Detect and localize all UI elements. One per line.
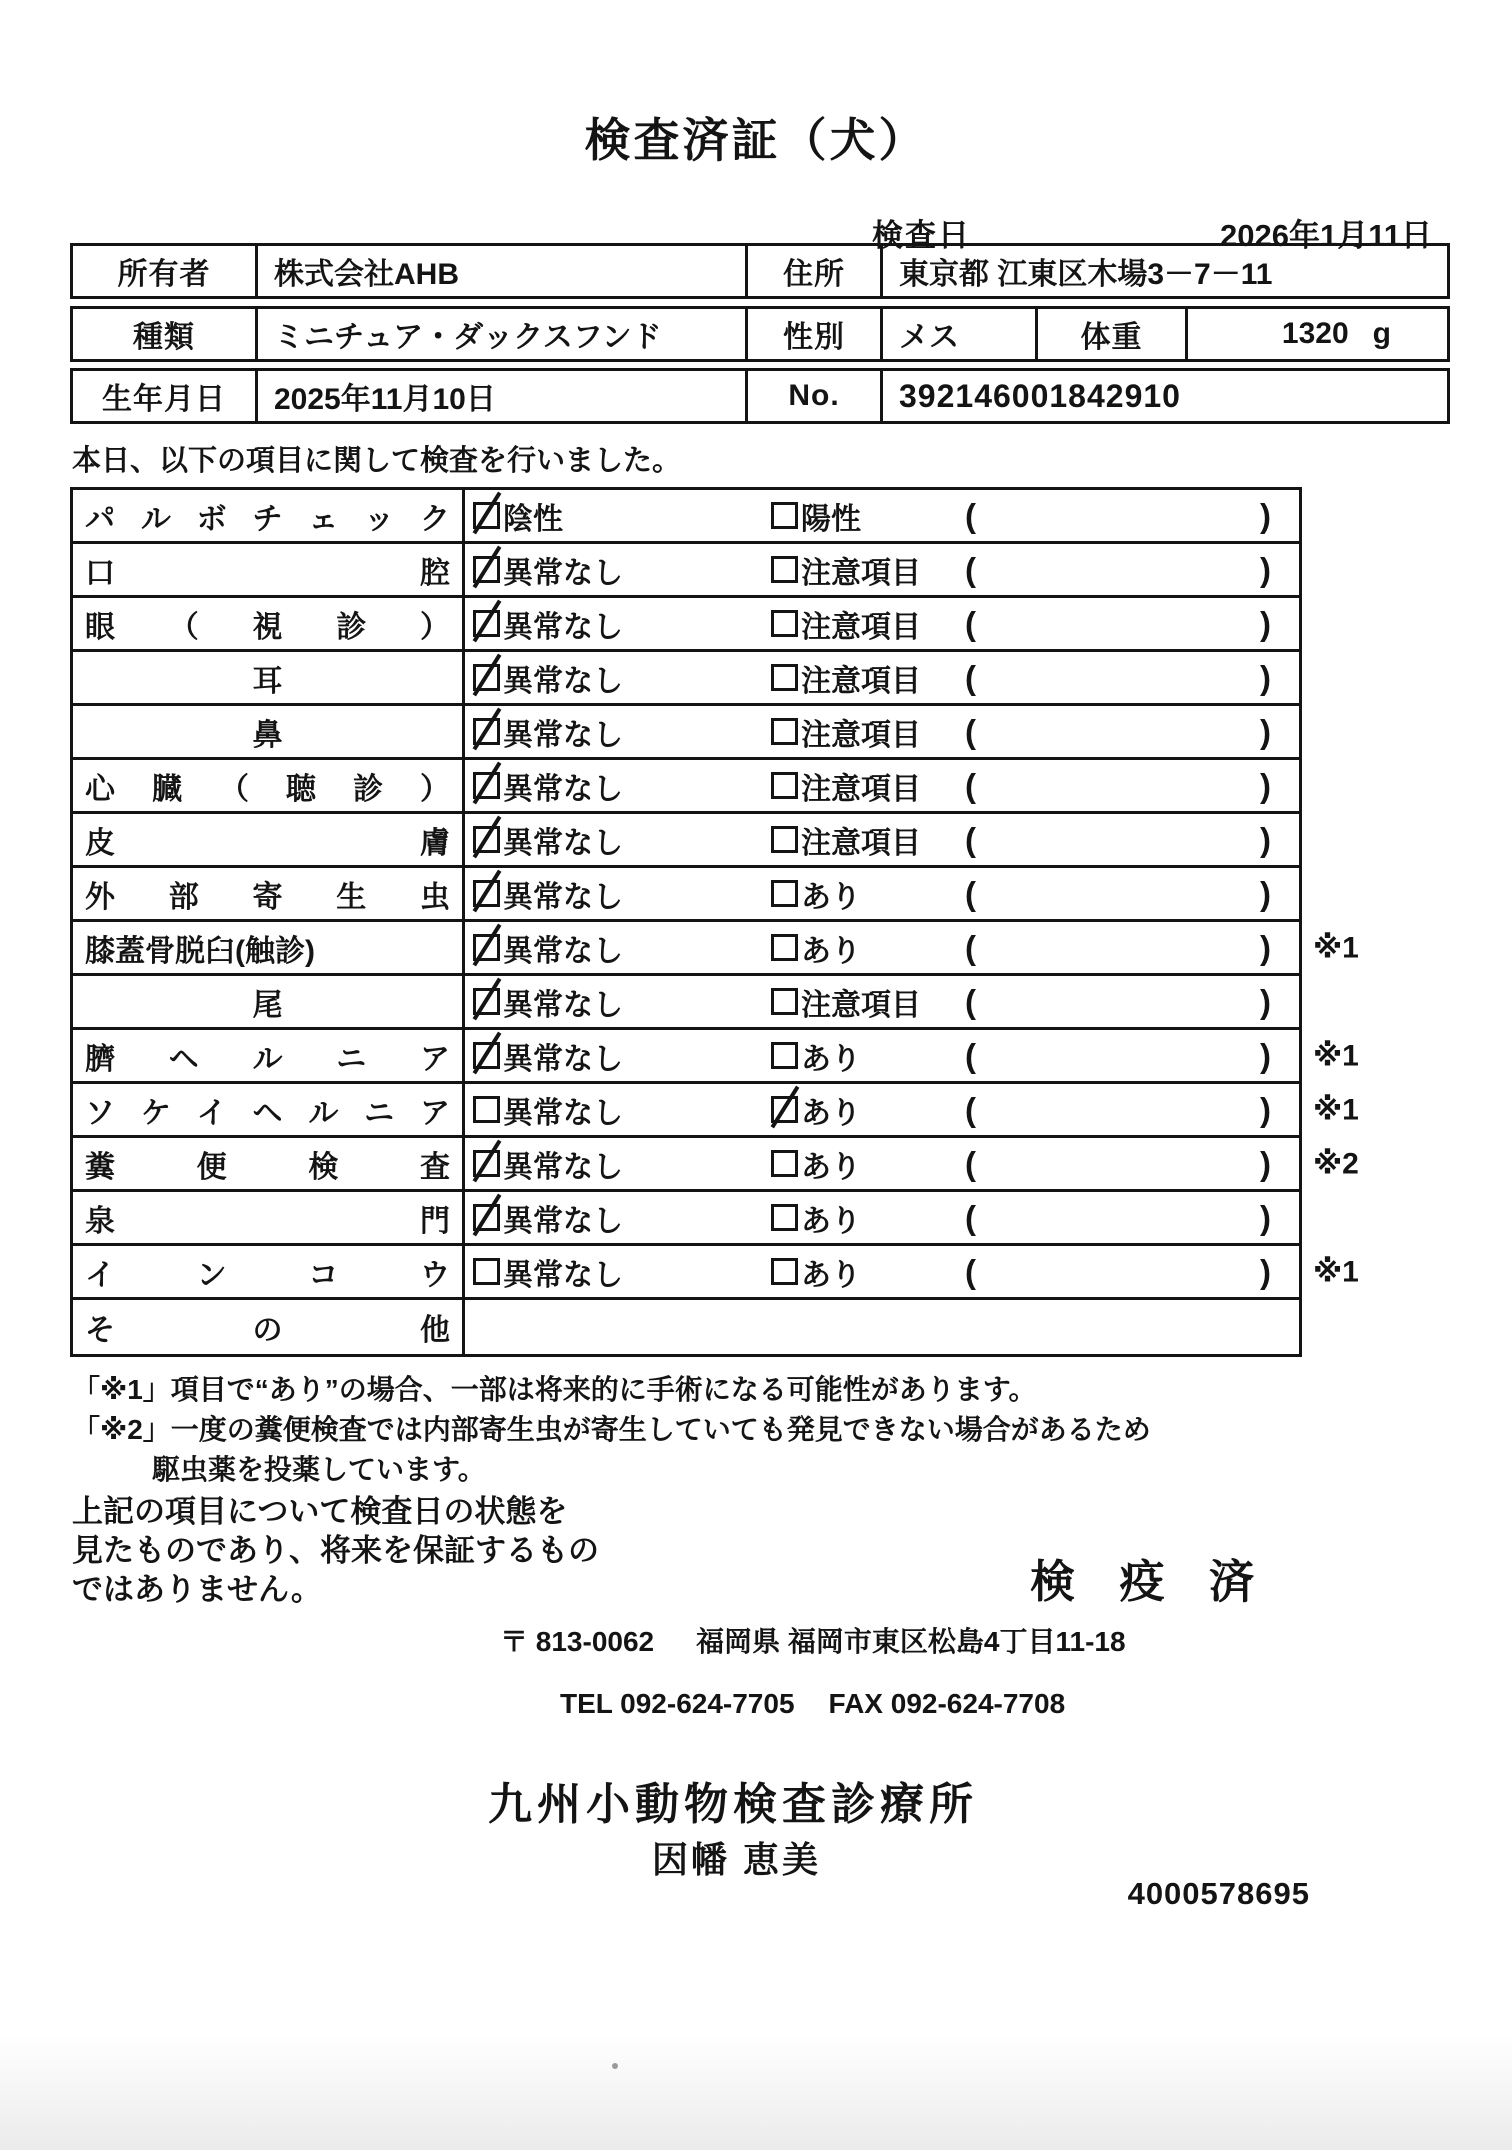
option-label: 注意項目 — [801, 556, 921, 590]
clinic-tel: TEL 092-624-7705 — [560, 1688, 795, 1719]
disclaimer-line-3: ではありません。 — [72, 1572, 322, 1607]
remark-paren-open: ( — [965, 820, 976, 858]
inspection-row — [73, 598, 1299, 652]
checkbox-icon[interactable] — [473, 988, 500, 1015]
option-label: 異常なし — [503, 556, 623, 590]
remark-paren-open: ( — [965, 766, 976, 804]
inspection-date-label: 検査日 — [872, 218, 971, 253]
inspection-option-right[interactable] — [771, 926, 861, 970]
option-label: 注意項目 — [801, 772, 921, 806]
inspection-item-label: 心 臓 （ 聴 診 ） — [73, 760, 465, 811]
remark-paren-open: ( — [965, 982, 976, 1020]
option-label: あり — [801, 1042, 861, 1076]
birthdate-value: 2025年11月10日 — [258, 371, 748, 421]
option-label: 注意項目 — [801, 610, 921, 644]
option-label: あり — [801, 1204, 861, 1238]
inspection-options — [465, 490, 1299, 541]
inspection-options — [465, 652, 1299, 703]
option-label: 異常なし — [503, 772, 623, 806]
inspection-item-label: ソ ケ イ ヘ ル ニ ア — [73, 1084, 465, 1135]
inspection-option-right[interactable] — [771, 710, 921, 754]
remark-paren-open: ( — [965, 712, 976, 750]
checkbox-icon[interactable] — [473, 718, 500, 745]
address-label: 住所 — [748, 246, 883, 296]
checkbox-icon[interactable] — [771, 1204, 798, 1231]
inspection-item-label: 外 部 寄 生 虫 — [73, 868, 465, 919]
remark-paren-open: ( — [965, 496, 976, 534]
remark-paren-close: ) — [1260, 982, 1271, 1020]
inspection-option-left[interactable] — [473, 872, 623, 916]
inspection-option-left[interactable] — [473, 926, 623, 970]
owner-value: 株式会社AHB — [258, 246, 748, 296]
inspection-row — [73, 814, 1299, 868]
note-reference: ※2 — [1313, 1147, 1359, 1180]
inspection-options — [465, 544, 1299, 595]
checkbox-icon[interactable] — [473, 1150, 500, 1177]
remark-paren-close: ) — [1260, 712, 1271, 750]
remark-paren-close: ) — [1260, 604, 1271, 642]
inspection-option-right[interactable] — [771, 980, 921, 1024]
remark-paren-close: ) — [1260, 496, 1271, 534]
note-reference: ※1 — [1313, 1255, 1359, 1288]
inspection-table — [70, 487, 1359, 1357]
clinic-postal-line — [500, 1620, 1126, 1660]
inspection-row — [73, 1138, 1359, 1192]
option-label: 異常なし — [503, 880, 623, 914]
inspection-item-label: イ ン コ ウ — [73, 1246, 465, 1297]
birthdate-label: 生年月日 — [73, 371, 258, 421]
checkbox-icon[interactable] — [473, 826, 500, 853]
clinic-tel-line — [560, 1688, 1065, 1720]
remark-paren-open: ( — [965, 1090, 976, 1128]
quarantine-stamp: 検 疫 済 — [1030, 1556, 1271, 1607]
checkbox-icon[interactable] — [771, 826, 798, 853]
remark-paren-open: ( — [965, 874, 976, 912]
clinic-postal-code: 〒 813-0062 — [500, 1626, 655, 1657]
footnote-1: 「※1」項目で“あり”の場合、一部は将来的に手術になる可能性があります。 — [72, 1374, 1037, 1405]
inspection-item-label: 臍 ヘ ル ニ ア — [73, 1030, 465, 1081]
checkbox-icon[interactable] — [771, 1096, 798, 1123]
checkbox-icon[interactable] — [473, 556, 500, 583]
inspection-option-left[interactable] — [473, 818, 623, 862]
checkbox-icon[interactable] — [473, 772, 500, 799]
inspection-item-label: 泉 門 — [73, 1192, 465, 1243]
certificate-no-label: No. — [748, 371, 883, 421]
disclaimer-line-1: 上記の項目について検査日の状態を — [72, 1494, 568, 1529]
option-label: 注意項目 — [801, 718, 921, 752]
option-label: 異常なし — [503, 610, 623, 644]
inspection-options — [465, 1030, 1299, 1081]
inspection-row — [73, 868, 1299, 922]
inspection-row — [73, 922, 1359, 976]
checkbox-icon[interactable] — [771, 1150, 798, 1177]
inspection-item-label: そ の 他 — [73, 1300, 465, 1354]
checkbox-icon[interactable] — [771, 1258, 798, 1285]
scan-speck — [612, 2063, 618, 2069]
note-reference: ※1 — [1313, 931, 1359, 964]
footnote-2: 「※2」一度の糞便検査では内部寄生虫が寄生していても発見できない場合があるため — [72, 1414, 1151, 1445]
checkbox-icon[interactable] — [473, 610, 500, 637]
remark-paren-open: ( — [965, 658, 976, 696]
remark-paren-open: ( — [965, 1144, 976, 1182]
inspection-option-right[interactable] — [771, 602, 921, 646]
inspection-row — [73, 976, 1299, 1030]
breed-label: 種類 — [73, 309, 258, 359]
option-label: 異常なし — [503, 1150, 623, 1184]
inspection-options — [465, 1084, 1299, 1135]
inspection-row — [73, 1192, 1299, 1246]
inspection-options — [465, 976, 1299, 1027]
remark-paren-close: ) — [1260, 1198, 1271, 1236]
inspection-option-right[interactable] — [771, 548, 921, 592]
inspection-item-label: 糞 便 検 査 — [73, 1138, 465, 1189]
note-reference: ※1 — [1313, 1039, 1359, 1072]
checkbox-icon[interactable] — [771, 610, 798, 637]
checkbox-icon[interactable] — [771, 718, 798, 745]
checkbox-icon[interactable] — [771, 664, 798, 691]
inspection-options — [465, 922, 1299, 973]
remark-paren-close: ) — [1260, 820, 1271, 858]
inspection-option-right[interactable] — [771, 656, 921, 700]
option-label: 異常なし — [503, 1204, 623, 1238]
inspection-option-right[interactable] — [771, 1088, 861, 1132]
checkbox-icon[interactable] — [473, 502, 500, 529]
checkbox-icon[interactable] — [473, 1204, 500, 1231]
certificate-no-value: 392146001842910 — [899, 377, 1181, 414]
inspection-row — [73, 760, 1299, 814]
inspection-option-left[interactable] — [473, 1250, 623, 1294]
inspection-option-left[interactable] — [473, 1196, 623, 1240]
inspection-row — [73, 1300, 1299, 1354]
checkbox-icon[interactable] — [771, 880, 798, 907]
checkbox-icon[interactable] — [473, 1258, 500, 1285]
checkbox-icon[interactable] — [473, 880, 500, 907]
inspection-item-label: パ ル ボ チ ェ ッ ク — [73, 490, 465, 541]
clinic-address: 福岡県 福岡市東区松島4丁目11-18 — [696, 1626, 1126, 1657]
inspection-option-left[interactable] — [473, 1142, 623, 1186]
option-label: 異常なし — [503, 1096, 623, 1130]
checkbox-icon[interactable] — [771, 502, 798, 529]
inspection-row — [73, 706, 1299, 760]
breed-table — [70, 306, 1450, 362]
inspection-options — [465, 1138, 1299, 1189]
weight-label: 体重 — [1038, 309, 1188, 359]
remark-paren-close: ) — [1260, 1252, 1271, 1290]
inspection-row — [73, 652, 1299, 706]
checkbox-icon[interactable] — [473, 1096, 500, 1123]
option-label: あり — [801, 934, 861, 968]
inspection-date-value: 2026年1月11日 — [1220, 218, 1432, 253]
remark-paren-close: ) — [1260, 766, 1271, 804]
option-label: 異常なし — [503, 664, 623, 698]
inspection-item-label: 尾 — [73, 976, 465, 1027]
option-label: あり — [801, 1150, 861, 1184]
document-number: 4000578695 — [1127, 1876, 1310, 1911]
clinic-name: 九州小動物検査診療所 — [488, 1780, 978, 1829]
sex-label: 性別 — [748, 309, 883, 359]
inspection-option-right[interactable] — [771, 872, 861, 916]
inspection-options — [465, 868, 1299, 919]
inspection-row — [73, 544, 1299, 598]
option-label: 異常なし — [503, 718, 623, 752]
option-label: 異常なし — [503, 826, 623, 860]
checkbox-icon[interactable] — [771, 556, 798, 583]
inspection-option-left[interactable] — [473, 656, 623, 700]
inspection-item-label: 膝蓋骨脱臼(触診) — [73, 922, 465, 973]
weight-value-cell — [1188, 309, 1447, 359]
inspection-option-left[interactable] — [473, 764, 623, 808]
checkbox-icon[interactable] — [473, 934, 500, 961]
remark-paren-open: ( — [965, 1036, 976, 1074]
inspection-row — [73, 1246, 1359, 1300]
option-label: 異常なし — [503, 934, 623, 968]
inspection-option-right[interactable] — [771, 764, 921, 808]
inspection-options — [465, 1192, 1299, 1243]
remark-paren-open: ( — [965, 550, 976, 588]
checkbox-icon[interactable] — [771, 988, 798, 1015]
remark-paren-open: ( — [965, 1198, 976, 1236]
intro-sentence: 本日、以下の項目に関して検査を行いました。 — [72, 445, 682, 477]
birth-table — [70, 368, 1450, 424]
inspection-option-left[interactable] — [473, 1088, 623, 1132]
inspection-item-label: 眼 （ 視 診 ） — [73, 598, 465, 649]
inspection-row — [73, 490, 1299, 544]
inspection-option-left[interactable] — [473, 710, 623, 754]
inspection-item-label: 口 腔 — [73, 544, 465, 595]
option-label: あり — [801, 1096, 861, 1130]
remark-paren-close: ) — [1260, 1036, 1271, 1074]
checkbox-icon[interactable] — [473, 1042, 500, 1069]
inspection-row — [73, 1030, 1359, 1084]
option-label: 陰性 — [503, 502, 563, 536]
inspection-options — [465, 760, 1299, 811]
checkbox-icon[interactable] — [771, 934, 798, 961]
inspection-options — [465, 1246, 1299, 1297]
option-label: あり — [801, 1258, 861, 1292]
inspection-options — [465, 706, 1299, 757]
scan-shadow — [0, 2035, 1512, 2150]
remark-paren-open: ( — [965, 604, 976, 642]
inspection-option-left[interactable] — [473, 980, 623, 1024]
checkbox-icon[interactable] — [771, 772, 798, 799]
option-label: 陽性 — [801, 502, 861, 536]
inspection-options — [465, 814, 1299, 865]
option-label: あり — [801, 880, 861, 914]
option-label: 異常なし — [503, 1042, 623, 1076]
remark-paren-close: ) — [1260, 658, 1271, 696]
inspection-option-left[interactable] — [473, 602, 623, 646]
inspection-item-label: 鼻 — [73, 706, 465, 757]
owner-table — [70, 243, 1450, 299]
checkbox-icon[interactable] — [771, 1042, 798, 1069]
owner-label: 所有者 — [73, 246, 258, 296]
inspection-option-right[interactable] — [771, 818, 921, 862]
inspection-option-right[interactable] — [771, 1250, 861, 1294]
remark-paren-open: ( — [965, 1252, 976, 1290]
page-title: 検査済証（犬） — [584, 114, 928, 166]
note-reference: ※1 — [1313, 1093, 1359, 1126]
option-label: 注意項目 — [801, 826, 921, 860]
option-label: 異常なし — [503, 988, 623, 1022]
checkbox-icon[interactable] — [473, 664, 500, 691]
clinic-fax: FAX 092-624-7708 — [828, 1688, 1066, 1719]
inspection-option-right[interactable] — [771, 1142, 861, 1186]
remark-paren-close: ) — [1260, 928, 1271, 966]
option-label: 異常なし — [503, 1258, 623, 1292]
remark-paren-close: ) — [1260, 1144, 1271, 1182]
footnote-2-continued: 駆虫薬を投薬しています。 — [152, 1454, 486, 1485]
remark-paren-close: ) — [1260, 874, 1271, 912]
inspection-item-label: 皮 膚 — [73, 814, 465, 865]
inspection-option-left[interactable] — [473, 1034, 623, 1078]
inspection-row — [73, 1084, 1359, 1138]
disclaimer-line-2: 見たものであり、将来を保証するもの — [72, 1533, 599, 1568]
veterinarian-name: 因幡 恵美 — [652, 1839, 822, 1880]
remark-paren-open: ( — [965, 928, 976, 966]
disclaimer-paragraph — [72, 1492, 599, 1609]
inspection-option-left[interactable] — [473, 548, 623, 592]
weight-unit: g — [1372, 317, 1391, 350]
option-label: 注意項目 — [801, 988, 921, 1022]
inspection-item-label: 耳 — [73, 652, 465, 703]
address-value: 東京都 江東区木場3－7－11 — [899, 258, 1273, 291]
sex-value: メス — [883, 309, 1038, 359]
inspection-options — [465, 598, 1299, 649]
breed-value: ミニチュア・ダックスフンド — [258, 309, 748, 359]
inspection-option-right[interactable] — [771, 1034, 861, 1078]
inspection-option-right[interactable] — [771, 1196, 861, 1240]
option-label: 注意項目 — [801, 664, 921, 698]
inspection-option-left[interactable] — [473, 494, 563, 538]
remark-paren-close: ) — [1260, 1090, 1271, 1128]
inspection-option-right[interactable] — [771, 494, 861, 538]
inspection-options — [465, 1300, 1299, 1354]
remark-paren-close: ) — [1260, 550, 1271, 588]
weight-value: 1320 — [1281, 317, 1349, 350]
